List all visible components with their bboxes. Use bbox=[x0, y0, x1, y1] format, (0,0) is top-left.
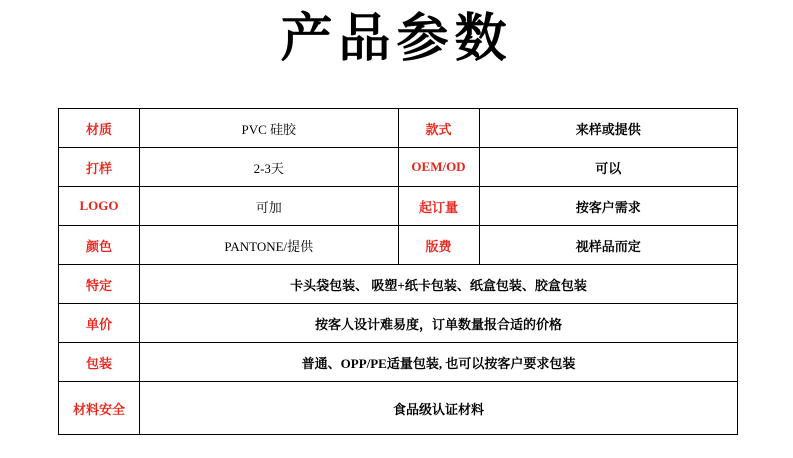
table-row bbox=[59, 382, 738, 435]
row-label-moq: 起订量 bbox=[398, 187, 479, 226]
row-value-unit-price: 按客人设计难易度，订单数量报合适的价格 bbox=[140, 304, 738, 343]
row-value-logo: 可加 bbox=[140, 187, 399, 226]
spec-table-container bbox=[58, 108, 738, 435]
row-value-material-safety: 食品级认证材料 bbox=[140, 382, 738, 435]
row-label-style: 款式 bbox=[398, 109, 479, 148]
table-row bbox=[59, 109, 738, 148]
row-label-material-safety: 材料安全 bbox=[59, 382, 140, 435]
row-value-color: PANTONE/提供 bbox=[140, 226, 399, 265]
row-label-feature: 特定 bbox=[59, 265, 140, 304]
table-row bbox=[59, 304, 738, 343]
row-value-sampling: 2-3天 bbox=[140, 148, 399, 187]
row-value-oem: 可以 bbox=[479, 148, 738, 187]
row-label-packaging: 包装 bbox=[59, 343, 140, 382]
row-label-sampling: 打样 bbox=[59, 148, 140, 187]
spec-table bbox=[58, 108, 738, 435]
table-row bbox=[59, 226, 738, 265]
row-value-plate-fee: 视样品而定 bbox=[479, 226, 738, 265]
row-label-unit-price: 单价 bbox=[59, 304, 140, 343]
row-value-style: 来样或提供 bbox=[479, 109, 738, 148]
table-row bbox=[59, 265, 738, 304]
row-value-packaging: 普通、OPP/PE适量包装, 也可以按客户要求包装 bbox=[140, 343, 738, 382]
row-value-material: PVC 硅胶 bbox=[140, 109, 399, 148]
row-label-logo: LOGO bbox=[59, 187, 140, 226]
row-label-plate-fee: 版费 bbox=[398, 226, 479, 265]
row-label-oem: OEM/OD bbox=[398, 148, 479, 187]
row-label-color: 颜色 bbox=[59, 226, 140, 265]
page-title: 产品参数 bbox=[280, 9, 513, 69]
row-value-feature: 卡头袋包装、 吸塑+纸卡包装、纸盒包装、胶盒包装 bbox=[140, 265, 738, 304]
row-label-material: 材质 bbox=[59, 109, 140, 148]
table-row bbox=[59, 148, 738, 187]
table-row bbox=[59, 187, 738, 226]
table-row bbox=[59, 343, 738, 382]
row-value-moq: 按客户需求 bbox=[479, 187, 738, 226]
